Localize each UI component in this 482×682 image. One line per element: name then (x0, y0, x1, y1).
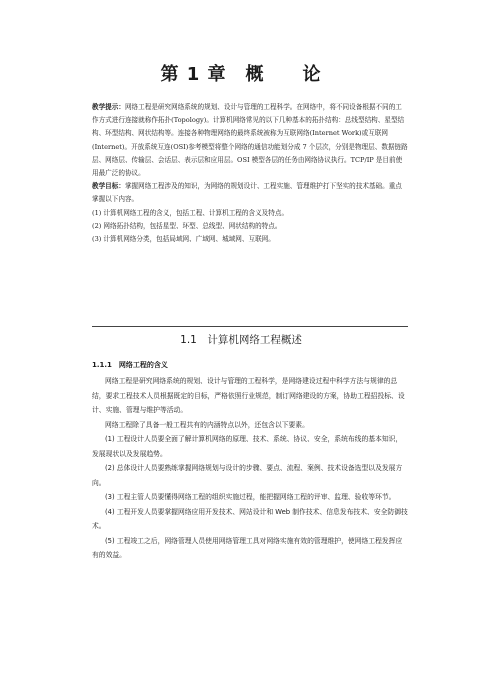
body-text (92, 374, 408, 563)
chapter-title: 第 1 章 概 论 (160, 64, 322, 85)
body-paragraph: 网络工程是研究网络系统的规划、设计与管理的工程科学，是网络建设过程中科学方法与规律的总结，要求工程技术人员根据既定的目标，严格依照行业规范，制订网络建设的方案，协助工程招投标、设计、实施、管理与维护等活动。 (92, 377, 405, 414)
teaching-hint-label: 教学提示： (92, 103, 125, 111)
body-paragraph: 网络工程除了具备一般工程共有的内涵特点以外，还包含以下要素。 (105, 420, 309, 429)
body-paragraph: (1) 工程设计人员要全面了解计算机网络的原理、技术、系统、协议、安全，系统布线的基本知识，发展现状以及发展趋势。 (92, 435, 403, 458)
section-title: 1.1 计算机网络工程概述 (180, 334, 302, 346)
teaching-hint (92, 101, 408, 180)
body-paragraph: (5) 工程竣工之后，网络管理人员使用网络管理工具对网络实施有效的管理维护，使网络工程发挥应有的效益。 (92, 536, 403, 559)
goal-item: (2) 网络拓扑结构，包括星型、环型、总线型、网状结构的特点。 (92, 221, 282, 230)
chapter-abstract (92, 101, 408, 246)
body-paragraph: (4) 工程开发人员要掌握网络应用开发技术、网站设计和 Web 制作技术、信息发布技术、安全防御技术。 (92, 507, 408, 530)
teaching-goal (92, 180, 408, 206)
teaching-hint-text: 网络工程是研究网络系统的规划、设计与管理的工程科学。在网络中，将不同设备根据不同的工作方式进行连接就称作拓扑(Topology)。计算机网络常见的以下几种基本的拓扑结构：总线型结构、星型结构、环型结构、网状结构等。连接各种物理网络的最终系统被称为互联网络(Internet Work)或互联网(Internet)。开放系统互连(OSI)参考模型将整个网络的通信功能划分成 7 个层次，分别是物理层、数据链路层、网络层、传输层、会话层、表示层和应用层。OSI 模型各层的任务由网络协议执行。TCP/IP 是目前使用最广泛的协议。 (92, 103, 408, 178)
goal-item: (1) 计算机网络工程的含义，包括工程、计算机工程的含义及特点。 (92, 208, 289, 217)
goal-item: (3) 计算机网络分类，包括局域网、广域网、城域网、互联网。 (92, 235, 275, 244)
teaching-goal-text: 掌握网络工程涉及的知识，为网络的规划设计、工程实施、管理维护打下坚实的技术基础。重点掌握以下内容。 (92, 182, 402, 204)
teaching-goal-label: 教学目标： (92, 182, 125, 191)
subsection-title: 1.1.1 网络工程的含义 (92, 361, 168, 369)
abstract-divider (92, 326, 408, 327)
body-paragraph: (3) 工程主管人员要懂得网络工程的组织实施过程，能把握网络工程的评审、监理、验收等环节。 (105, 493, 396, 501)
body-paragraph: (2) 总体设计人员要熟练掌握网络规划与设计的步骤、要点、流程、案例、技术设备选型以及发展方向。 (92, 464, 403, 487)
